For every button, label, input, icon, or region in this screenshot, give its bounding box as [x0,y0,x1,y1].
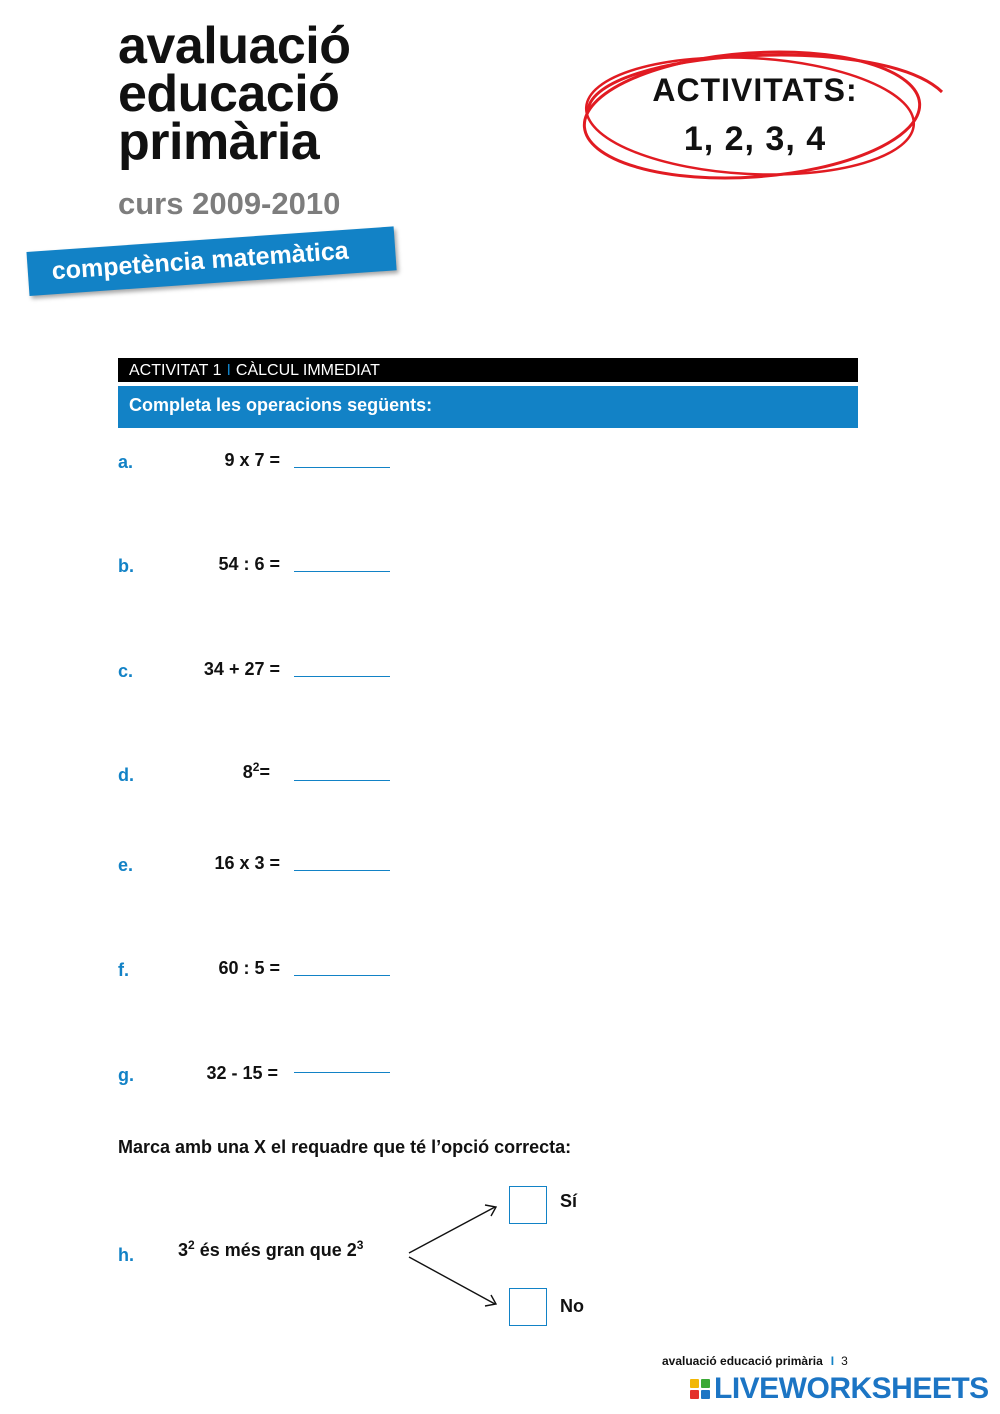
option-yes-label: Sí [560,1191,578,1211]
question-letter: b. [118,556,134,576]
operation: 34 + 27 = [203,659,280,679]
question-f [118,960,818,990]
statement-middle: és més gran que [194,1240,347,1260]
activity-separator: I [226,362,231,379]
mark-instruction: Marca amb una X el requadre que té l’opció correcta: [118,1137,572,1157]
question-a [118,452,818,482]
question-c [118,661,818,691]
title-line-3: primària [118,113,320,171]
question-letter: g. [118,1065,134,1085]
question-letter: e. [118,855,134,875]
red-circle-icon [580,30,960,200]
operation: 16 x 3 = [214,853,280,873]
liveworksheets-logo[interactable] [690,1374,989,1404]
title-block [118,17,351,222]
footer [662,1354,848,1368]
activity-label: ACTIVITAT 1 [129,362,222,379]
subject-ribbon [26,226,396,296]
power-statement [178,1238,363,1261]
activity-header [118,358,858,382]
question-letter: c. [118,661,134,681]
stamp-list: 1, 2, 3, 4 [683,120,827,158]
branch-arrows-icon [405,1195,505,1315]
option-no-label: No [560,1296,584,1316]
power-base: 2 [346,1240,357,1260]
equals-sign: = [259,762,270,782]
activities-stamp [580,30,960,200]
operation: 60 : 5 = [218,958,280,978]
operation [243,760,270,783]
page-number: 3 [841,1354,848,1368]
power-exponent: 2 [188,1238,195,1252]
question-g [118,1065,818,1095]
answer-field[interactable] [294,467,390,468]
checkbox-yes[interactable] [509,1186,547,1224]
power-exponent: 3 [356,1238,364,1252]
answer-field[interactable] [294,780,390,781]
question-letter-h: h. [118,1245,134,1265]
question-letter: f. [118,960,129,980]
question-d [118,760,818,795]
answer-field[interactable] [294,1072,390,1073]
checkbox-no[interactable] [509,1288,547,1326]
answer-field[interactable] [294,975,390,976]
instruction-text: Completa les operacions següents: [129,395,433,415]
footer-title: avaluació educació primària [662,1354,823,1368]
operation: 9 x 7 = [224,450,280,470]
power-base: 8 [242,762,253,782]
answer-field[interactable] [294,676,390,677]
question-letter: d. [118,765,134,785]
power-base: 3 [178,1240,189,1260]
question-e [118,855,818,885]
title-line-2: educació [118,65,340,123]
stamp-title: ACTIVITATS: [652,72,858,108]
title-line-1: avaluació [118,17,351,75]
subject-ribbon-label: competència matemàtica [50,236,350,286]
question-letter: a. [118,452,134,472]
footer-separator: I [830,1354,835,1368]
logo-blocks-icon [690,1379,710,1399]
answer-field[interactable] [294,571,390,572]
instruction-bar [118,386,858,428]
question-b [118,556,818,586]
activity-topic: CÀLCUL IMMEDIAT [235,362,380,379]
answer-field[interactable] [294,870,390,871]
logo-text: LIVEWORKSHEETS [714,1372,989,1405]
operation: 32 - 15 = [206,1063,278,1083]
power-exponent: 2 [252,760,260,774]
operation: 54 : 6 = [218,554,280,574]
course-year: curs 2009-2010 [118,186,341,221]
